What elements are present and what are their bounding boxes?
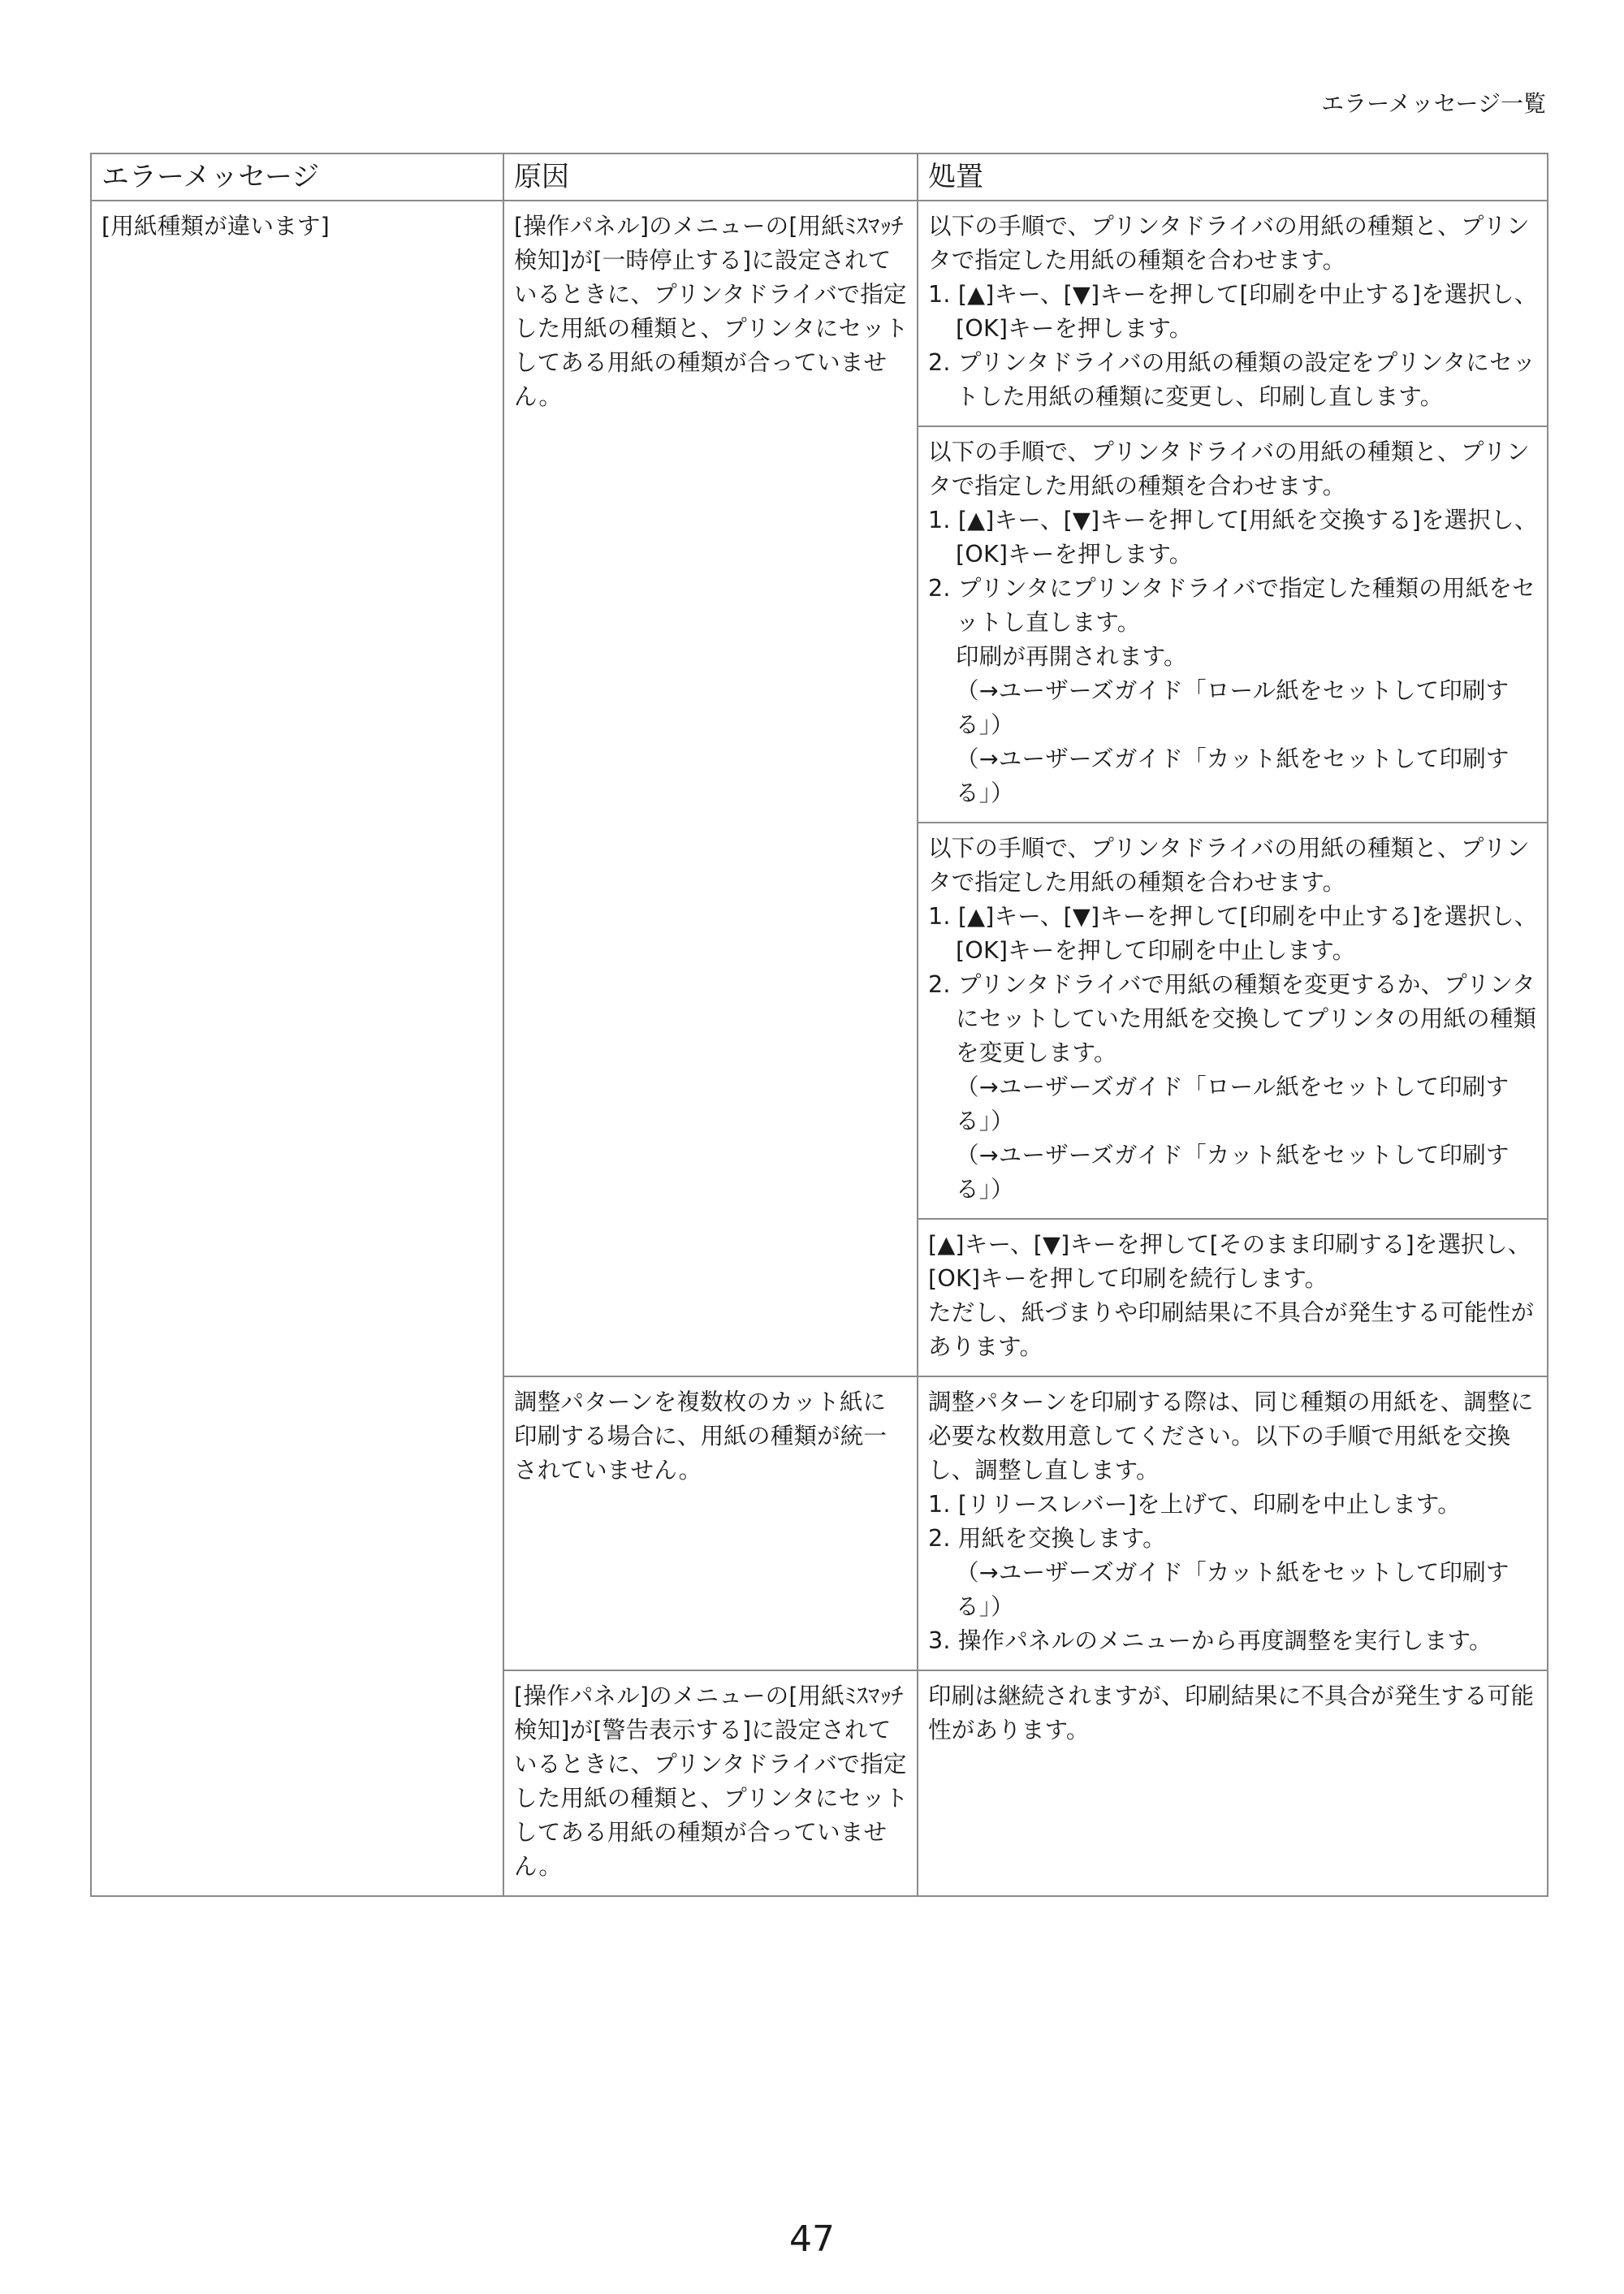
remedy-cell — [918, 426, 1548, 823]
user-guide-reference: （→ユーザーズガイド「ロール紙をセットして印刷する」） — [956, 1074, 1510, 1134]
error-message-table — [90, 153, 1548, 1897]
remedy-text: 印刷は継続されますが、印刷結果に不具合が発生する可能性があります。 — [928, 1683, 1535, 1743]
remedy-step: 1. [▲]キー、[▼]キーを押して[印刷を中止する]を選択し、[OK]キーを押します。 — [928, 281, 1538, 342]
table-header-row — [91, 153, 1548, 201]
remedy-step: 2. プリンタドライバの用紙の種類の設定をプリンタにセットした用紙の種類に変更し、印刷し直します。 — [928, 349, 1536, 410]
remedy-step: 2. プリンタにプリンタドライバで指定した種類の用紙をセットし直します。 — [928, 575, 1535, 636]
remedy-lead: 以下の手順で、プリンタドライバの用紙の種類と、プリンタで指定した用紙の種類を合わせます。 — [928, 213, 1530, 274]
cause-cell — [503, 201, 918, 1376]
remedy-lead: 以下の手順で、プリンタドライバの用紙の種類と、プリンタで指定した用紙の種類を合わせます。 — [928, 438, 1530, 499]
table-row — [91, 201, 1548, 426]
remedy-text: [▲]キー、[▼]キーを押して[そのまま印刷する]を選択し、[OK]キーを押して印刷を続行します。 — [928, 1231, 1531, 1292]
remedy-step: 1. [▲]キー、[▼]キーを押して[印刷を中止する]を選択し、[OK]キーを押して印刷を中止します。 — [928, 903, 1538, 964]
remedy-cell — [918, 1376, 1548, 1670]
remedy-cell — [918, 823, 1548, 1219]
column-header-error-message: エラーメッセージ — [91, 153, 503, 201]
cause-text: [操作パネル]のメニューの[用紙ﾐｽﾏｯﾁ検知]が[警告表示する]に設定されているときに、プリンタドライバで指定した用紙の種類と、プリンタにセットしてある用紙の種類が合っていません。 — [514, 1683, 909, 1880]
cause-cell — [503, 1670, 918, 1896]
user-guide-reference: （→ユーザーズガイド「カット紙をセットして印刷する」） — [956, 745, 1510, 806]
remedy-cell — [918, 1219, 1548, 1376]
remedy-warning: ただし、紙づまりや印刷結果に不具合が発生する可能性があります。 — [928, 1299, 1535, 1360]
remedy-lead: 以下の手順で、プリンタドライバの用紙の種類と、プリンタで指定した用紙の種類を合わせます。 — [928, 835, 1530, 896]
cause-cell — [503, 1376, 918, 1670]
page-number: 47 — [789, 2218, 835, 2260]
remedy-step: 1. [リリースレバー]を上げて、印刷を中止します。 — [928, 1491, 1461, 1518]
user-guide-reference: （→ユーザーズガイド「カット紙をセットして印刷する」） — [956, 1559, 1510, 1620]
error-message-text: [用紙種類が違います] — [102, 213, 330, 240]
user-guide-reference: （→ユーザーズガイド「カット紙をセットして印刷する」） — [956, 1142, 1510, 1203]
remedy-step: 2. プリンタドライバで用紙の種類を変更するか、プリンタにセットしていた用紙を交換してプリンタの用紙の種類を変更します。 — [928, 971, 1537, 1066]
running-header: エラーメッセージ一覧 — [1321, 90, 1546, 117]
column-header-remedy: 処置 — [918, 153, 1548, 201]
cause-text: 調整パターンを複数枚のカット紙に印刷する場合に、用紙の種類が統一されていません。 — [514, 1389, 888, 1484]
remedy-lead: 調整パターンを印刷する際は、同じ種類の用紙を、調整に必要な枚数用意してください。以下の手順で用紙を交換し、調整し直します。 — [928, 1389, 1534, 1484]
remedy-note: 印刷が再開されます。 — [956, 643, 1187, 670]
remedy-step: 1. [▲]キー、[▼]キーを押して[用紙を交換する]を選択し、[OK]キーを押します。 — [928, 507, 1538, 568]
user-guide-reference: （→ユーザーズガイド「ロール紙をセットして印刷する」） — [956, 677, 1510, 738]
column-header-cause: 原因 — [503, 153, 918, 201]
remedy-step: 2. 用紙を交換します。 — [928, 1525, 1166, 1552]
remedy-cell — [918, 1670, 1548, 1896]
remedy-cell — [918, 201, 1548, 426]
error-message-cell — [91, 201, 503, 1896]
remedy-step: 3. 操作パネルのメニューから再度調整を実行します。 — [928, 1627, 1492, 1654]
cause-text: [操作パネル]のメニューの[用紙ﾐｽﾏｯﾁ検知]が[一時停止する]に設定されているときに、プリンタドライバで指定した用紙の種類と、プリンタにセットしてある用紙の種類が合っていません。 — [514, 213, 909, 410]
